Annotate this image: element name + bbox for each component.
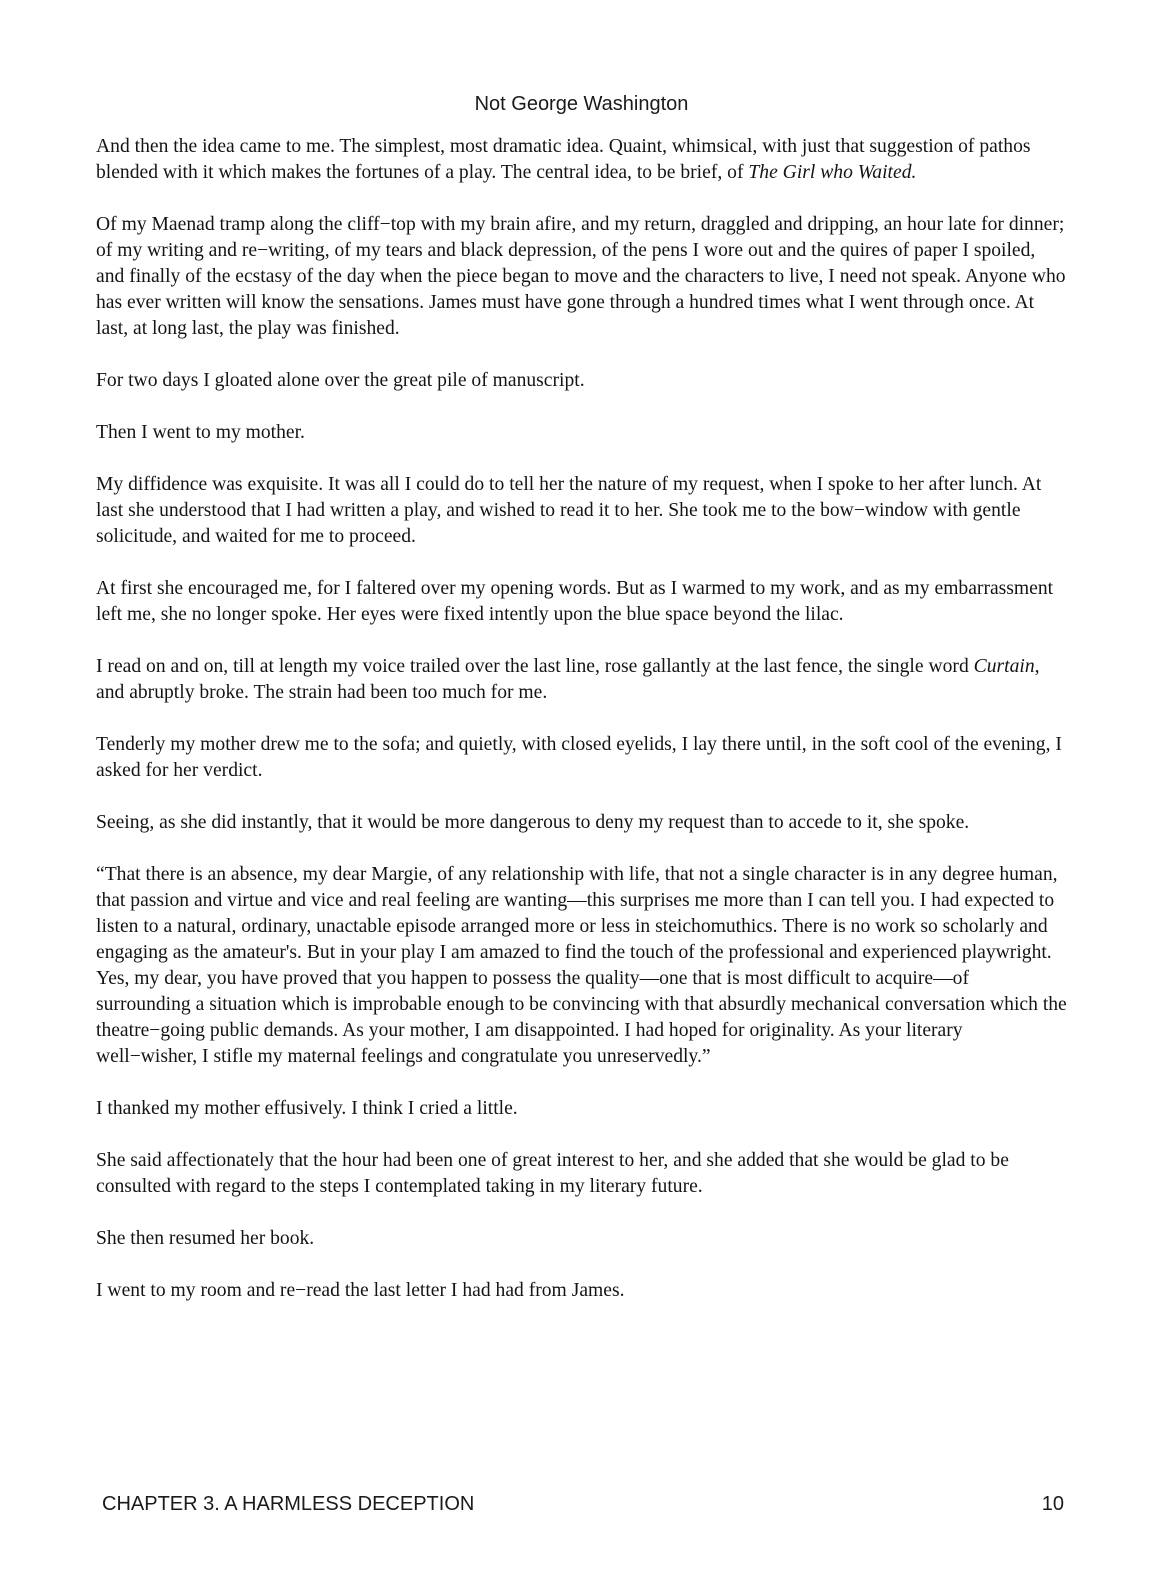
paragraph: She then resumed her book. bbox=[96, 1228, 315, 1249]
running-title: Not George Washington bbox=[474, 93, 689, 115]
paragraph: I thanked my mother effusively. I think I cried a little. bbox=[96, 1098, 518, 1119]
paragraph-text: And then the idea came to me. The simplest, most dramatic idea. Quaint, whimsical, with just that suggestion of pathos blended with it which makes the fortunes of a play. The central idea, to be brief, of bbox=[96, 136, 1031, 183]
paragraph: Tenderly my mother drew me to the sofa; and quietly, with closed eyelids, I lay there until, in the soft cool of the evening, I asked for her verdict. bbox=[96, 734, 1062, 781]
paragraph: Then I went to my mother. bbox=[96, 422, 305, 443]
paragraph: Of my Maenad tramp along the cliff−top with my brain afire, and my return, draggled and dripping, an hour late for dinner; of my writing and re−writing, of my tears and black depression, of the pens I wore out and the quires of paper I spoiled, and finally of the ecstasy of the day when the piece began to move and the characters to live, I need not speak. Anyone who has ever written will know the sensations. James must have gone through a hundred times what I went through once. At last, at long last, the play was finished. bbox=[96, 214, 1066, 339]
paragraph: For two days I gloated alone over the great pile of manuscript. bbox=[96, 370, 585, 391]
page-number: 10 bbox=[1041, 1493, 1064, 1515]
paragraph-text: , and abruptly broke. The strain had been too much for me. bbox=[96, 656, 1040, 703]
paragraph: I went to my room and re−read the last letter I had had from James. bbox=[96, 1280, 625, 1301]
chapter-title: CHAPTER 3. A HARMLESS DECEPTION bbox=[102, 1493, 475, 1515]
paragraph: “That there is an absence, my dear Margie, of any relationship with life, that not a single character is in any degree human, that passion and virtue and vice and real feeling are wanting—this surprises me more than I can tell you. I had expected to listen to a natural, ordinary, unactable episode arranged more or less in steichomuthics. There is no work so scholarly and engaging as the amateur's. But in your play I am amazed to find the touch of the professional and experienced playwright. Yes, my dear, you have proved that you happen to possess the quality—one that is most difficult to acquire—of surrounding a situation which is improbable enough to be convincing with that absurdly mechanical conversation which the theatre−going public demands. As your mother, I am disappointed. I had hoped for originality. As your literary well−wisher, I stifle my maternal feelings and congratulate you unreservedly.” bbox=[96, 864, 1067, 1067]
emphasized-word: Curtain bbox=[973, 656, 1035, 677]
paragraph: My diffidence was exquisite. It was all I could do to tell her the nature of my request, when I spoke to her after lunch. At last she understood that I had written a play, and wished to read it to her. She took me to the bow−window with gentle solicitude, and waited for me to proceed. bbox=[96, 474, 1042, 547]
body-text bbox=[96, 134, 1068, 1330]
paragraph bbox=[96, 134, 1068, 186]
play-title: The Girl who Waited bbox=[748, 162, 912, 183]
paragraph: At first she encouraged me, for I faltered over my opening words. But as I warmed to my work, and as my embarrassment left me, she no longer spoke. Her eyes were fixed intently upon the blue space beyond the lilac. bbox=[96, 578, 1054, 625]
paragraph: Seeing, as she did instantly, that it would be more dangerous to deny my request than to accede to it, she spoke. bbox=[96, 812, 970, 833]
paragraph: She said affectionately that the hour had been one of great interest to her, and she added that she would be glad to be consulted with regard to the steps I contemplated taking in my literary future. bbox=[96, 1150, 1009, 1197]
paragraph bbox=[96, 654, 1068, 706]
paragraph-text: I read on and on, till at length my voice trailed over the last line, rose gallantly at the last fence, the single word bbox=[96, 656, 974, 677]
paragraph-text: . bbox=[911, 162, 917, 183]
